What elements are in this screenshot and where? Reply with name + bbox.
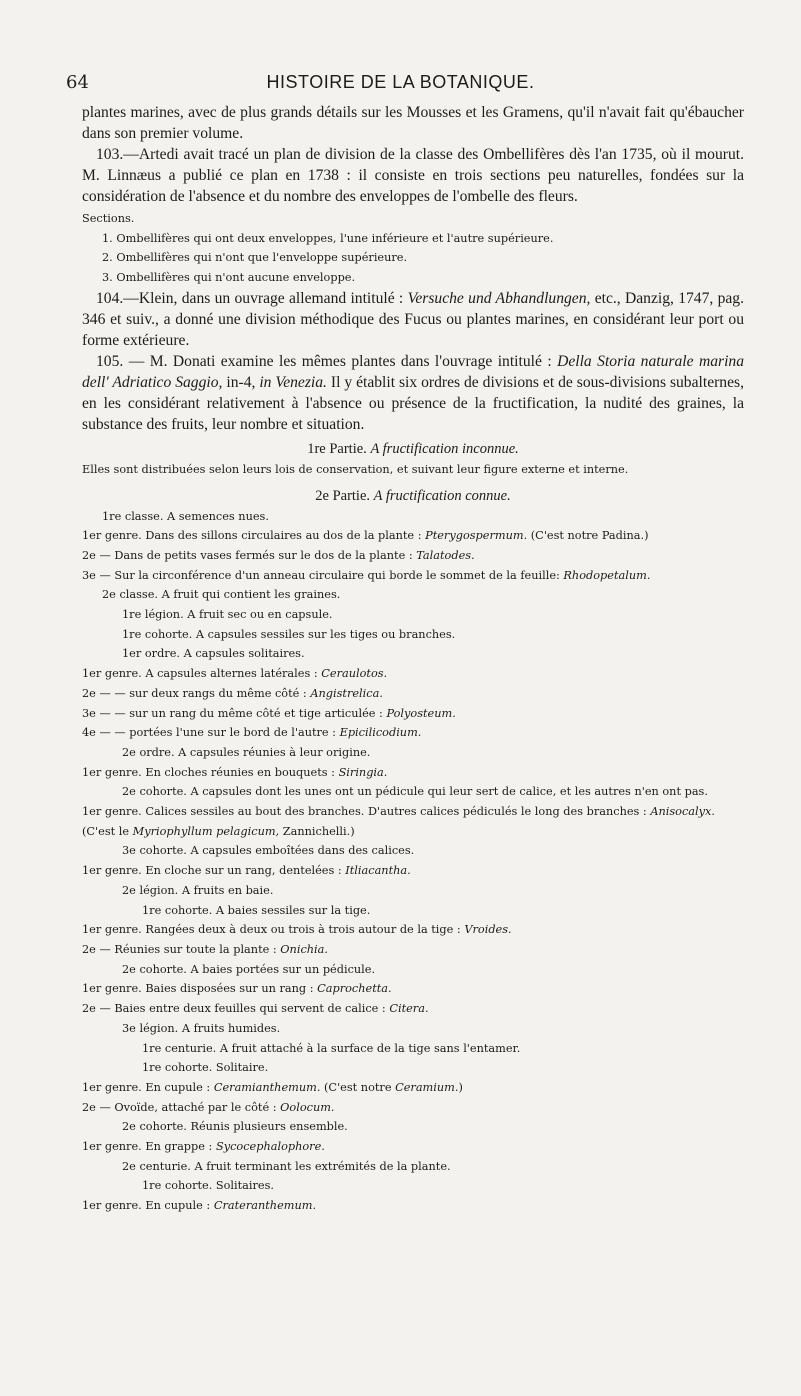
taxon-name: Siringia. [338,765,388,779]
line-text: 1er genre. En cupule : [82,1199,214,1213]
work-title: Della Storia naturale marina dell' Adriatico Saggio, [82,352,745,391]
taxon-name: Rhodopetalum. [563,568,651,582]
line-text: ) [458,1080,463,1094]
line-text: 4e — — portées l'une sur le bord de l'autre : [82,726,340,740]
line-text: 1er genre. En grappe : [82,1140,216,1154]
line-text: 1re cohorte. A capsules sessiles sur les tiges ou branches. [122,627,456,641]
taxon-name: Ceraulotos. [321,667,388,681]
classification-line [82,802,744,841]
classification-line [82,940,744,960]
classification-line [82,1039,744,1059]
taxon-name: Anisocalyx. [650,805,715,819]
classification-line [82,763,744,783]
classification-line [82,1137,744,1157]
classification-line [82,644,744,664]
classification-line [82,684,744,704]
taxon-name: Myriophyllum pelagicum, [132,824,280,838]
classification-line [82,901,744,921]
classification-line [82,1157,744,1177]
line-text: 1er genre. Dans des sillons circulaires au dos de la plante : [82,529,426,543]
part-label: 1re Partie. [307,440,367,457]
line-text: 2e — Dans de petits vases fermés sur le dos de la plante : [82,548,417,562]
line-text: 2e — Réunies sur toute la plante : [82,942,281,956]
classification-line [82,920,744,940]
line-text: Zannichelli.) [279,824,355,838]
classification-line [82,743,744,763]
classification-line [82,1078,744,1098]
part-2-heading [82,488,744,505]
classification-line [82,1176,744,1196]
line-text: 2e — — sur deux rangs du même côté : [82,686,311,700]
paragraph-105-text: Il y établit six ordres de divisions et de sous-divisions subalternes, en les considérant relativement à l'absence ou présence de la fructification, la nudité des graines, la substance des fruits, leur nombre et situation. [82,373,744,433]
taxon-name: Epicilicodium. [339,726,422,740]
line-text: 1re cohorte. Solitaire. [142,1061,269,1075]
taxon-name: Pterygospermum. [425,529,528,543]
taxon-name: Oolocum. [280,1100,335,1114]
paragraph-105 [82,351,744,435]
paragraph-104 [82,288,744,351]
paragraph-105-text: 105. — M. Donati examine les mêmes plantes dans l'ouvrage intitulé : [96,352,558,370]
line-text: 2e cohorte. Réunis plusieurs ensemble. [122,1120,348,1134]
line-text: 1re cohorte. A baies sessiles sur la tige. [142,903,371,917]
taxon-name: Caprochetta. [317,982,392,996]
running-header [0,72,801,96]
taxon-name: Talatodes. [416,548,475,562]
line-text: 2e cohorte. A baies portées sur un pédicule. [122,962,376,976]
line-text: 2e — Ovoïde, attaché par le côté : [82,1100,281,1114]
line-text: 3e — Sur la circonférence d'un anneau circulaire qui borde le sommet de la feuille: [82,568,564,582]
place-of-publication: in Venezia. [259,373,327,391]
line-text: 3e — — sur un rang du même côté et tige articulée : [82,706,387,720]
classification-line [82,881,744,901]
section-item: 1. Ombellifères qui ont deux enveloppes, l'une inférieure et l'autre supérieure. [102,231,554,245]
taxon-name: Crateranthemum. [213,1199,317,1213]
classification-line [82,1058,744,1078]
classification-line [82,664,744,684]
part-title: A fructification connue. [373,487,511,504]
taxon-name: Vroides. [464,923,512,937]
work-title: Versuche und Abhandlungen, [407,289,591,307]
line-text: 1er ordre. A capsules solitaires. [122,647,305,661]
taxon-name: Onichia. [280,942,328,956]
taxon-name: Itliacantha. [345,864,411,878]
part-label: 2e Partie. [315,487,371,504]
classification-line [82,704,744,724]
taxon-name: Angistrelica. [310,686,383,700]
classification-line [82,507,744,527]
classification-line [82,1019,744,1039]
classification-line [82,861,744,881]
taxon-name: Ceramianthemum. [213,1080,321,1094]
line-text: 1er genre. En cupule : [82,1080,214,1094]
classification-line [82,625,744,645]
classification-line [82,1117,744,1137]
classification-line [82,999,744,1019]
paragraph-105-text: in-4, [222,373,260,391]
running-title: HISTOIRE DE LA BOTANIQUE. [266,72,535,92]
line-text: 1re centurie. A fruit attaché à la surface de la tige sans l'entamer. [142,1041,521,1055]
classification-line [82,841,744,861]
line-text: 1er genre. En cloches réunies en bouquets : [82,765,339,779]
line-text: (C'est le [82,824,133,838]
line-text: 1er genre. Rangées deux à deux ou trois à trois autour de la tige : [82,923,465,937]
line-text: 1er genre. Baies disposées sur un rang : [82,982,318,996]
classification-line [82,1098,744,1118]
classification-line [82,546,744,566]
line-text: 2e cohorte. A capsules dont les unes ont un pédicule qui leur sert de calice, et les autres n'en ont pas. [122,785,708,799]
line-text: 1er genre. A capsules alternes latérales : [82,667,322,681]
line-text: 1re classe. A semences nues. [102,509,269,523]
paragraph-104-text: etc., Danzig, 1747, pag. 346 et suiv., a donné une division méthodique des Fucus ou plantes marines, en considérant leur port ou forme extérieure. [82,289,744,349]
page-number: 64 [66,72,89,93]
line-text: 2e ordre. A capsules réunies à leur origine. [122,745,371,759]
taxon-name: Sycocephalophore. [215,1140,325,1154]
paragraph-continuation: plantes marines, avec de plus grands détails sur les Mousses et les Gramens, qu'il n'avait fait qu'ébaucher dans son premier volume. [82,104,744,142]
classification-line [82,585,744,605]
line-text: 1er genre. En cloche sur un rang, dentelées : [82,864,346,878]
part-1-text: Elles sont distribuées selon leurs lois de conservation, et suivant leur figure externe et interne. [82,462,629,476]
line-text: (C'est notre Padina.) [527,529,649,543]
line-text: 2e — Baies entre deux feuilles qui servent de calice : [82,1002,390,1016]
line-text: 3e cohorte. A capsules emboîtées dans des calices. [122,844,415,858]
page-body [82,102,744,1216]
taxon-name: Citera. [389,1002,429,1016]
line-text: 3e légion. A fruits humides. [122,1021,281,1035]
section-item: 2. Ombellifères qui n'ont que l'enveloppe supérieure. [102,251,408,265]
sections-list [82,209,744,288]
line-text: 1er genre. Calices sessiles au bout des branches. D'autres calices pédiculés le long des branches : [82,805,651,819]
taxon-name: Polyosteum. [386,706,456,720]
line-text: 2e classe. A fruit qui contient les graines. [102,588,341,602]
classification-line [82,979,744,999]
classification-line [82,960,744,980]
paragraph-103: 103.—Artedi avait tracé un plan de division de la classe des Ombellifères dès l'an 1735, où il mourut. M. Linnæus a publié ce plan en 1738 : il consiste en trois sections peu naturelles, fondées sur la considération de l'absence et du nombre des enveloppes de l'ombelle des fleurs. [82,146,744,205]
classification-line [82,605,744,625]
sections-heading: Sections. [82,212,135,225]
classification-line [82,1196,744,1216]
part-1-heading [82,441,744,458]
line-text: (C'est notre [320,1080,396,1094]
line-text: 2e centurie. A fruit terminant les extrémités de la plante. [122,1159,451,1173]
line-text: 1re légion. A fruit sec ou en capsule. [122,608,333,622]
classification-line [82,782,744,802]
classification-line [82,526,744,546]
classification-line [82,566,744,586]
classification-line [82,723,744,743]
line-text: 1re cohorte. Solitaires. [142,1179,275,1193]
classification-list [82,507,744,1216]
section-item: 3. Ombellifères qui n'ont aucune enveloppe. [102,271,356,285]
taxon-name: Ceramium. [395,1080,459,1094]
line-text: 2e légion. A fruits en baie. [122,883,274,897]
paragraph-104-text: 104.—Klein, dans un ouvrage allemand intitulé : [96,289,408,307]
part-title: A fructification inconnue. [370,440,519,457]
